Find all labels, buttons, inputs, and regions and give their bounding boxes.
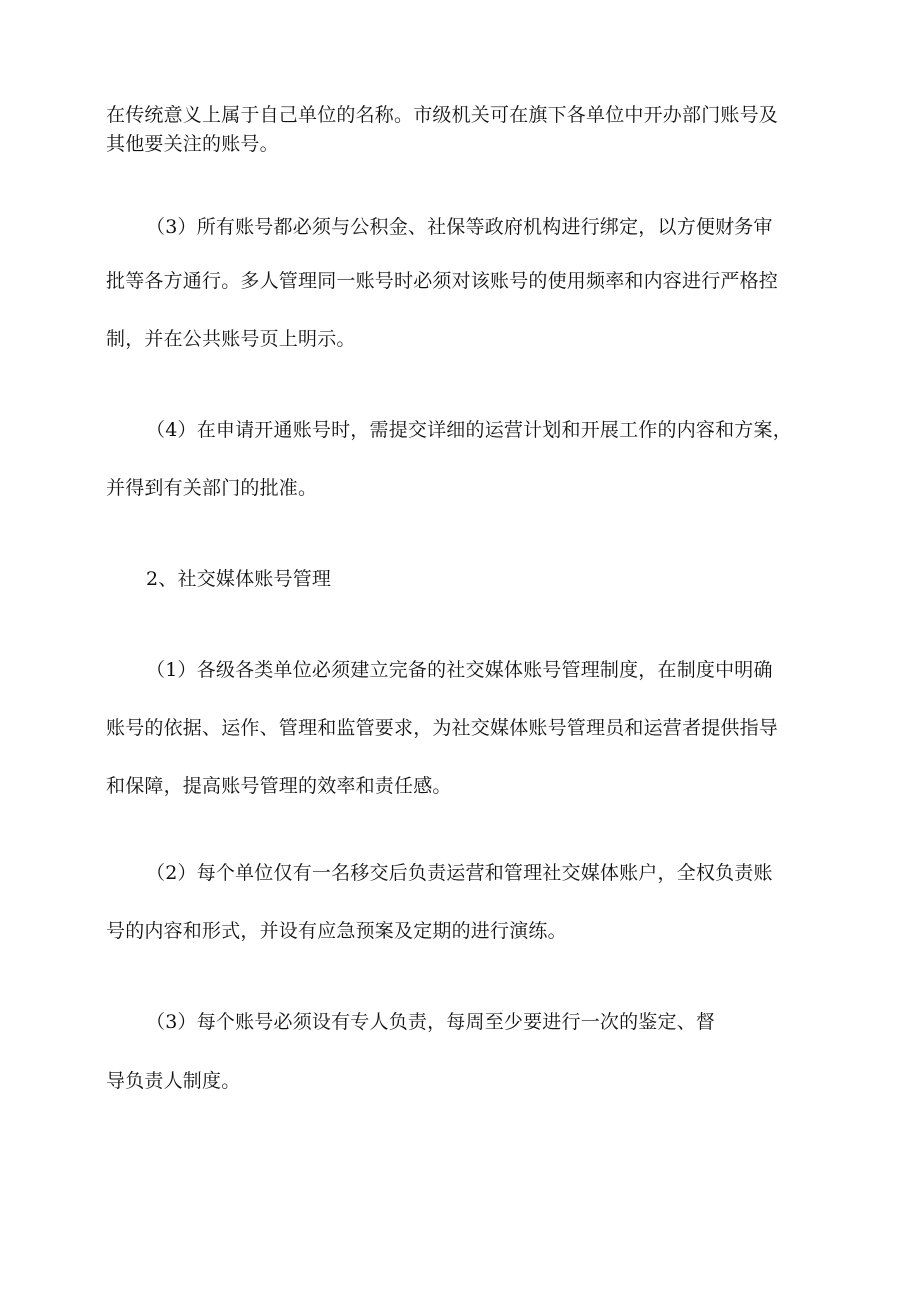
text-line-6: （4）在申请开通账号时，需提交详细的运营计划和开展工作的内容和方案， [146,419,792,441]
text-line-7: 并得到有关部门的批准。 [106,477,318,499]
text-line-13: 号的内容和形式，并设有应急预案及定期的进行演练。 [106,920,567,942]
text-line-15: 导负责人制度。 [106,1070,241,1092]
text-line-11: 和保障，提高账号管理的效率和责任感。 [106,775,452,797]
text-line-2: 其他要关注的账号。 [106,133,279,155]
text-line-4: 批等各方通行。多人管理同一账号时必须对该账号的使用频率和内容进行严格控 [106,270,779,292]
text-line-3: （3）所有账号都必须与公积金、社保等政府机构进行绑定，以方便财务审 [146,216,773,238]
text-line-9: （1）各级各类单位必须建立完备的社交媒体账号管理制度，在制度中明确 [146,659,773,681]
text-line-10: 账号的依据、运作、管理和监管要求，为社交媒体账号管理员和运营者提供指导 [106,717,779,739]
text-line-12: （2）每个单位仅有一名移交后负责运营和管理社交媒体账户，全权负责账 [146,862,773,884]
section-heading: 2、社交媒体账号管理 [146,568,332,590]
text-line-14: （3）每个账号必须设有专人负责，每周至少要进行一次的鉴定、督 [146,1011,716,1033]
text-line-5: 制，并在公共账号页上明示。 [106,328,356,350]
text-line-1: 在传统意义上属于自己单位的名称。市级机关可在旗下各单位中开办部门账号及 [106,104,779,126]
